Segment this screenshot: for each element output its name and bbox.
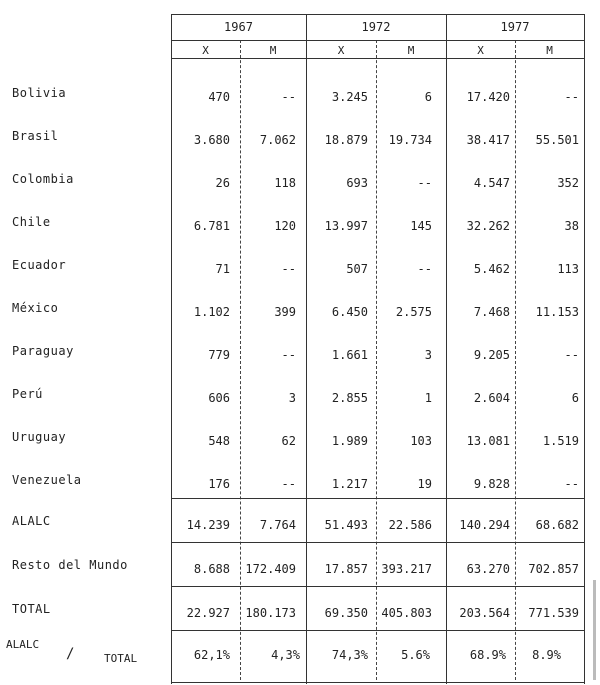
row-label: TOTAL (12, 602, 51, 616)
table-cell: 62 (281, 434, 296, 448)
table-cell: 3 (288, 391, 296, 405)
row-label: Venezuela (12, 473, 82, 487)
year-header-1977: 1977 (500, 20, 530, 34)
year-header-1972: 1972 (361, 20, 391, 34)
year-rule (171, 40, 584, 41)
alalc-end-rule (171, 542, 584, 543)
table-cell: -- (281, 477, 296, 491)
table-cell: 7.468 (473, 305, 510, 319)
table-cell: 68.682 (535, 518, 579, 532)
table-cell: 1 (424, 391, 432, 405)
row-label: Colombia (12, 172, 74, 186)
table-cell: 8.688 (193, 562, 230, 576)
table-cell: 6 (424, 90, 432, 104)
table-cell: 779 (208, 348, 230, 362)
row-label: Bolivia (12, 86, 67, 100)
table-cell: 145 (410, 219, 432, 233)
table-cell: 2.604 (473, 391, 510, 405)
row-label: Chile (12, 215, 51, 229)
table-cell: 51.493 (324, 518, 368, 532)
table-cell: 399 (274, 305, 296, 319)
table-cell: -- (281, 262, 296, 276)
table-cell: 14.239 (186, 518, 230, 532)
table-cell: 13.997 (324, 219, 368, 233)
ratio-value: 68.9% (469, 648, 506, 662)
table-cell: 26 (215, 176, 230, 190)
table-cell: 19 (417, 477, 432, 491)
table-cell: 32.262 (466, 219, 510, 233)
table-cell: 405.803 (381, 606, 432, 620)
table-cell: 69.350 (324, 606, 368, 620)
row-label: México (12, 301, 59, 315)
ratio-value: 62,1% (193, 648, 230, 662)
table-cell: -- (417, 262, 432, 276)
row-label: Resto del Mundo (12, 558, 128, 572)
table-cell: 470 (208, 90, 230, 104)
table-cell: 55.501 (535, 133, 579, 147)
col-header-m: M (269, 44, 277, 57)
table-cell: 13.081 (466, 434, 510, 448)
row-label: ALALC (12, 514, 51, 528)
table-cell: 6.450 (331, 305, 368, 319)
table-cell: 702.857 (528, 562, 579, 576)
table-cell: 606 (208, 391, 230, 405)
table-cell: 4.547 (473, 176, 510, 190)
row-label: Paraguay (12, 344, 74, 358)
table-cell: 17.857 (324, 562, 368, 576)
subheader-rule (171, 58, 584, 59)
table-cell: 3.680 (193, 133, 230, 147)
table-cell: 2.575 (395, 305, 432, 319)
table-cell: 113 (557, 262, 579, 276)
table-cell: 18.879 (324, 133, 368, 147)
ratio-value: 8.9% (532, 648, 561, 662)
table-cell: 3.245 (331, 90, 368, 104)
table-cell: 1.217 (331, 477, 368, 491)
table-cell: 9.205 (473, 348, 510, 362)
table-cell: 118 (274, 176, 296, 190)
col-header-x: X (477, 44, 484, 57)
table-cell: 38 (564, 219, 579, 233)
table-cell: 176 (208, 477, 230, 491)
row-label: Ecuador (12, 258, 67, 272)
table-cell: 19.734 (388, 133, 432, 147)
table-cell: 1.519 (542, 434, 579, 448)
table-cell: 140.294 (459, 518, 510, 532)
table-cell: 22.586 (388, 518, 432, 532)
table-cell: 22.927 (186, 606, 230, 620)
table-cell: 71 (215, 262, 230, 276)
table-cell: 1.102 (193, 305, 230, 319)
table-cell: 63.270 (466, 562, 510, 576)
ratio-value: 5.6% (401, 648, 430, 662)
row-label: Brasil (12, 129, 59, 143)
table-cell: -- (564, 477, 579, 491)
scan-edge-mark (593, 580, 596, 680)
col-header-m: M (546, 44, 553, 57)
year-header-1967: 1967 (224, 20, 253, 34)
ratio-value: 74,3% (331, 648, 368, 662)
table-cell: 393.217 (381, 562, 432, 576)
table-cell: 507 (346, 262, 368, 276)
ratio-slash: / (66, 646, 75, 662)
table-bottom-rule (171, 682, 584, 683)
col-header-x: X (337, 44, 345, 57)
table-cell: 3 (424, 348, 432, 362)
table-cell: -- (564, 90, 579, 104)
table-top-rule (171, 14, 584, 15)
table-cell: 180.173 (245, 606, 296, 620)
table-cell: 11.153 (535, 305, 579, 319)
ratio-label-alalc: ALALC (6, 638, 40, 651)
table-cell: 7.062 (259, 133, 296, 147)
total-end-rule (171, 630, 584, 631)
ratio-label-total: TOTAL (104, 652, 138, 665)
table-cell: 172.409 (245, 562, 296, 576)
ratio-value: 4,3% (271, 648, 300, 662)
row-label: Perú (12, 387, 43, 401)
table-cell: 1.989 (331, 434, 368, 448)
row-label: Uruguay (12, 430, 67, 444)
col-header-x: X (202, 44, 209, 57)
table-cell: 2.855 (331, 391, 368, 405)
table-cell: -- (281, 348, 296, 362)
table-cell: 203.564 (459, 606, 510, 620)
table-cell: 7.764 (259, 518, 296, 532)
table-cell: 38.417 (466, 133, 510, 147)
table-cell: 103 (410, 434, 432, 448)
table-cell: 693 (346, 176, 368, 190)
table-cell: 9.828 (473, 477, 510, 491)
table-cell: 6.781 (193, 219, 230, 233)
table-cell: 5.462 (473, 262, 510, 276)
table-cell: -- (564, 348, 579, 362)
table-cell: -- (281, 90, 296, 104)
table-cell: -- (417, 176, 432, 190)
resto-end-rule (171, 586, 584, 587)
table-cell: 548 (208, 434, 230, 448)
table-cell: 120 (274, 219, 296, 233)
col-header-m: M (407, 44, 415, 57)
table-cell: 1.661 (331, 348, 368, 362)
table-cell: 771.539 (528, 606, 579, 620)
table-border-right (584, 14, 585, 684)
table-cell: 352 (557, 176, 579, 190)
countries-end-rule (171, 498, 584, 499)
table-cell: 17.420 (466, 90, 510, 104)
table-cell: 6 (571, 391, 579, 405)
